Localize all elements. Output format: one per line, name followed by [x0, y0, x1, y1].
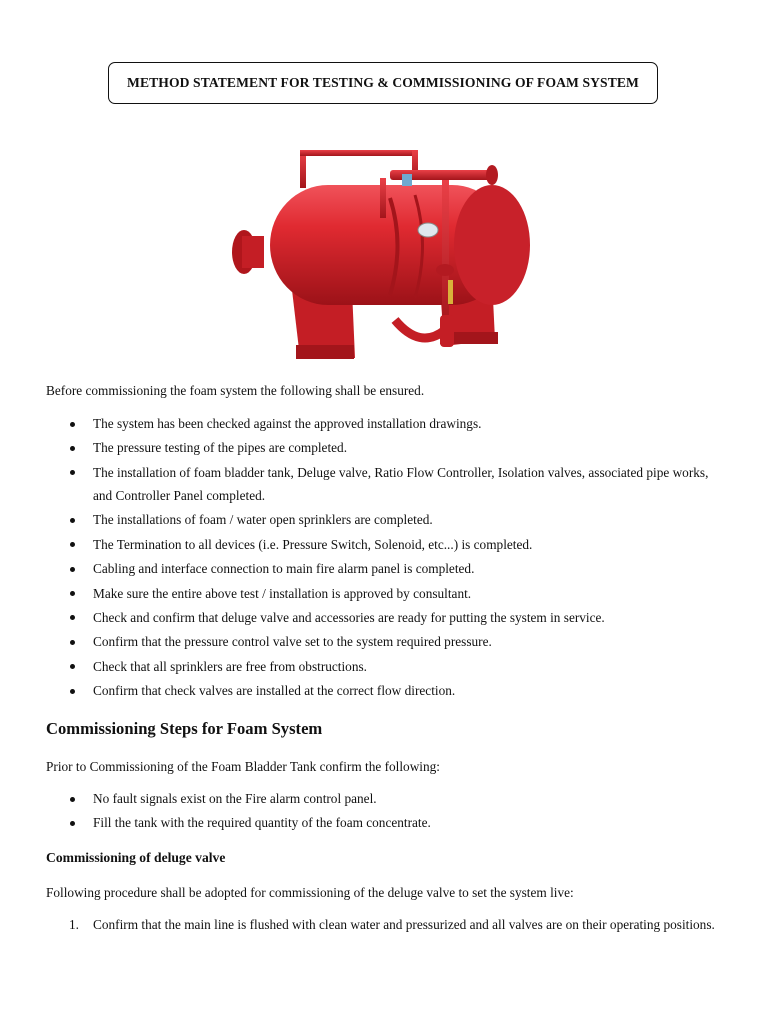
list-item: The installation of foam bladder tank, Deluge valve, Ratio Flow Controller, Isolation valves, associated pipe works, and Controller Panel completed.: [46, 462, 722, 507]
list-item: Cabling and interface connection to main fire alarm panel is completed.: [46, 558, 722, 581]
step-number: 1.: [69, 917, 79, 932]
list-item: Confirm that the pressure control valve set to the system required pressure.: [46, 631, 722, 654]
numbered-step: [46, 914, 722, 937]
list-item: The Termination to all devices (i.e. Pressure Switch, Solenoid, etc...) is completed.: [46, 534, 722, 557]
list-item: Fill the tank with the required quantity of the foam concentrate.: [46, 812, 722, 835]
list-item: Confirm that check valves are installed at the correct flow direction.: [46, 680, 722, 703]
foam-bladder-tank-image: [230, 140, 540, 365]
list-item: No fault signals exist on the Fire alarm control panel.: [46, 788, 722, 811]
list-item: Check that all sprinklers are free from obstructions.: [46, 656, 722, 679]
list-item: The installations of foam / water open sprinklers are completed.: [46, 509, 722, 532]
subheading: Commissioning of deluge valve: [46, 850, 226, 865]
list-item: Make sure the entire above test / installation is approved by consultant.: [46, 583, 722, 606]
list-item: Check and confirm that deluge valve and accessories are ready for putting the system in service.: [46, 607, 722, 630]
prior-text: Prior to Commissioning of the Foam Bladder Tank confirm the following:: [46, 759, 440, 774]
document-title: METHOD STATEMENT FOR TESTING & COMMISSIONING OF FOAM SYSTEM: [127, 75, 639, 90]
procedure-intro: Following procedure shall be adopted for commissioning of the deluge valve to set the system live:: [46, 885, 574, 900]
document-title-box: [108, 62, 658, 104]
list-item: The system has been checked against the approved installation drawings.: [46, 413, 722, 436]
prior-list: [46, 788, 722, 837]
section-heading: Commissioning Steps for Foam System: [46, 719, 323, 738]
list-item: The pressure testing of the pipes are completed.: [46, 437, 722, 460]
step-text: Confirm that the main line is flushed with clean water and pressurized and all valves are on their operating positions.: [93, 917, 715, 932]
intro-text: Before commissioning the foam system the following shall be ensured.: [46, 383, 425, 398]
checklist: [46, 413, 722, 705]
